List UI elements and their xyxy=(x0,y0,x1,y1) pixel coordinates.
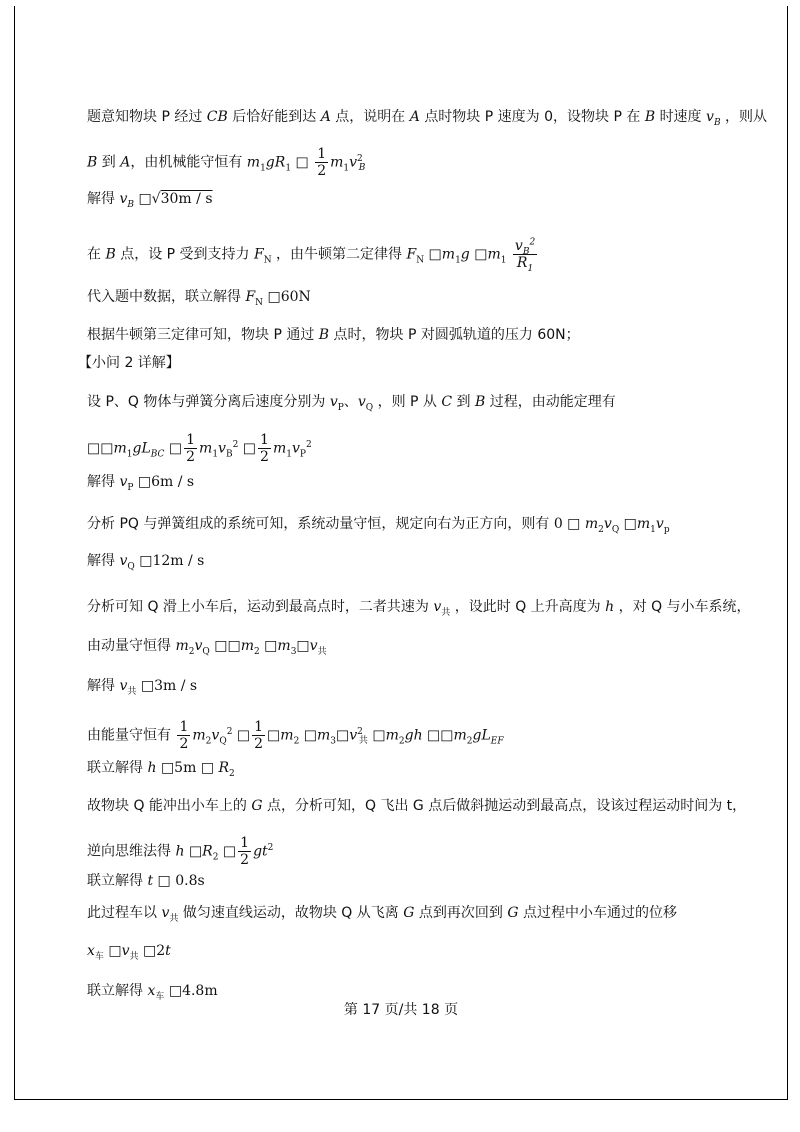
equation-line-9: $□□m_1gL_{BC}$ □ $\frac{1}{2}$ $m_1v_B^2$ □ $\frac{1}{2}$ $m_1v_P^2$ xyxy=(87,432,312,465)
text-line-3: 解得 $v_B$ □√30m / s xyxy=(87,191,213,210)
text-line-19: 逆向思维法得 h $□R_2$ □ $\frac{1}{2}$ $gt^2$ xyxy=(87,835,274,868)
text-line-1: 题意知物块 P 经过 CB 后恰好能到达 A 点，说明在 A 点时物块 P 速度为 0，设物块 P 在 B 时速度 $v_B$ ，则从 xyxy=(87,109,768,128)
text-line-20: 联立解得 t □ 0.8s xyxy=(87,873,205,889)
text-line-18: 故物块 Q 能冲出小车上的 G 点，分析可知，Q 飞出 G 点后做斜抛运动到最高点，设该过程运动时间为 t， xyxy=(87,798,747,814)
text-line-12: 解得 $v_Q$ □12m / s xyxy=(87,553,205,572)
text-line-11: 分析 PQ 与弹簧组成的系统可知，系统动量守恒，规定向右为正方向，则有 0 □ $m_2v_Q$ $□m_1v_p$ xyxy=(87,516,670,535)
text-line-8: 设 P、Q 物体与弹簧分离后速度分别为 $v_P$、$v_Q$ ，则 P 从 C 到 B 过程，由动能定理有 xyxy=(87,394,616,413)
text-line-2: B 到 A，由机械能守恒有 $m_1gR_1$ □ $\frac{1}{2}$ $m_1v^2_B$ xyxy=(87,146,366,179)
document-page xyxy=(14,6,788,1100)
section-heading: 【小问 2 详解】 xyxy=(78,355,180,371)
text-line-15: 解得 $v_共$ □3m / s xyxy=(87,678,198,697)
text-line-13: 分析可知 Q 滑上小车后，运动到最高点时，二者共速为 $v_共$ ，设此时 Q 上升高度为 h ，对 Q 与小车系统， xyxy=(87,599,751,618)
text-line-4: 在 B 点，设 P 受到支持力 $F_N$ ，由牛顿第二定律得 $F_N$ $□m_1g$ $□m_1$ $\frac{v_B^2}{R_1}$ xyxy=(87,237,536,274)
text-line-6: 根据牛顿第三定律可知，物块 P 通过 B 点时，物块 P 对圆弧轨道的压力 60N； xyxy=(87,327,580,343)
text-line-10: 解得 $v_P$ □6m / s xyxy=(87,474,195,493)
page-number-footer: 第 17 页/共 18 页 xyxy=(343,1002,459,1018)
text-line-16: 由能量守恒有 $\frac{1}{2}$ $m_2v_Q^2$ □ $\frac{1}{2}$ $□m_2$ $□m_3□v^2_共$ $□m_2gh$ $□□m_2gL_{EF}$ xyxy=(87,719,504,752)
text-line-23: 联立解得 $x_车$ □4.8m xyxy=(87,983,218,1002)
text-line-17: 联立解得 h □5m □ $R_2$ xyxy=(87,760,235,779)
equation-line-22: $x_车$ $□v_共$ □2t xyxy=(87,943,171,962)
text-line-14: 由动量守恒得 $m_2v_Q$ $□□m_2$ $□m_3□v_共$ xyxy=(87,638,327,657)
text-line-5: 代入题中数据，联立解得 $F_N$ □60N xyxy=(87,289,311,308)
text-line-21: 此过程车以 $v_共$ 做匀速直线运动，故物块 Q 从飞离 G 点到再次回到 G 点过程中小车通过的位移 xyxy=(87,905,677,924)
